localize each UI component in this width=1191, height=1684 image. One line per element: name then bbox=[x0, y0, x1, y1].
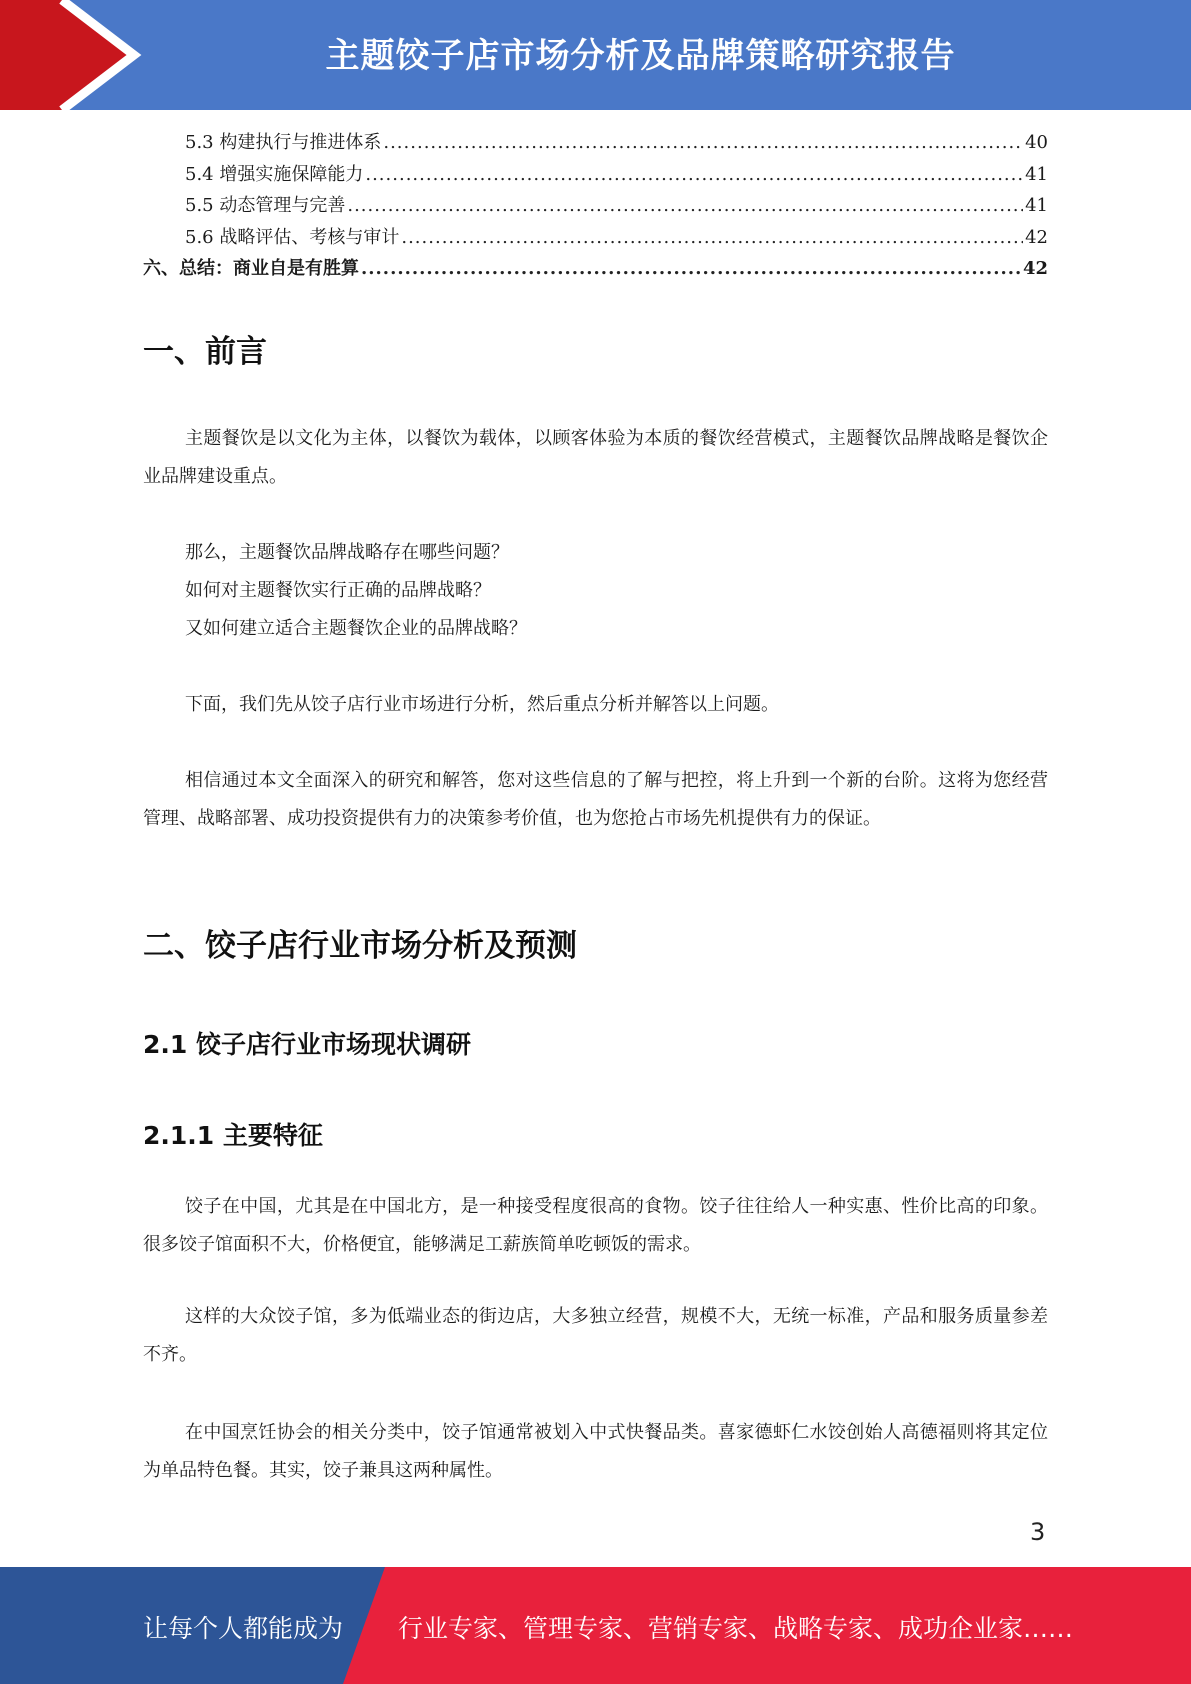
toc-dot-leader bbox=[361, 258, 1021, 279]
toc-entry-page: 42 bbox=[1025, 226, 1048, 248]
toc-dot-leader bbox=[401, 227, 1023, 248]
report-title: 主题饺子店市场分析及品牌策略研究报告 bbox=[325, 36, 956, 76]
toc-entry-label: 5.4 增强实施保障能力 bbox=[185, 163, 364, 185]
toc-entry-page: 41 bbox=[1025, 195, 1048, 216]
section-heading: 二、饺子店行业市场分析及预测 bbox=[143, 928, 577, 964]
toc-entry-label: 5.6 战略评估、考核与审计 bbox=[185, 226, 400, 248]
toc-dot-leader bbox=[383, 132, 1023, 153]
toc-entry-label: 5.5 动态管理与完善 bbox=[185, 195, 346, 216]
toc-entry[interactable] bbox=[143, 128, 1048, 160]
paragraph: 这样的大众饺子馆，多为低端业态的街边店，大多独立经营，规模不大，无统一标准，产品和服务质量参差不齐。 bbox=[143, 1306, 1048, 1365]
toc-entry-page: 41 bbox=[1025, 163, 1048, 185]
toc-entry-label: 5.3 构建执行与推进体系 bbox=[185, 132, 382, 153]
toc-entry[interactable] bbox=[143, 254, 1048, 286]
toc-entry[interactable] bbox=[143, 160, 1048, 192]
paragraph: 饺子在中国，尤其是在中国北方，是一种接受程度很高的食物。饺子往往给人一种实惠、性价比高的印象。很多饺子馆面积不大，价格便宜，能够满足工薪族简单吃顿饭的需求。 bbox=[143, 1196, 1048, 1255]
toc-entry[interactable] bbox=[143, 223, 1048, 255]
toc-entry-label: 六、总结：商业自是有胜算 bbox=[143, 258, 359, 279]
question-line: 如何对主题餐饮实行正确的品牌战略？ bbox=[185, 580, 491, 601]
paragraph: 主题餐饮是以文化为主体，以餐饮为载体，以顾客体验为本质的餐饮经营模式，主题餐饮品牌战略是餐饮企业品牌建设重点。 bbox=[143, 428, 1048, 487]
footer-slogan-right: 行业专家、管理专家、营销专家、战略专家、成功企业家…… bbox=[398, 1614, 1074, 1643]
toc-entry-page: 42 bbox=[1022, 258, 1048, 279]
question-line: 那么，主题餐饮品牌战略存在哪些问题？ bbox=[185, 542, 509, 563]
table-of-contents bbox=[143, 128, 1048, 286]
section-heading: 一、前言 bbox=[143, 334, 267, 370]
paragraph: 相信通过本文全面深入的研究和解答，您对这些信息的了解与把控，将上升到一个新的台阶。这将为您经营管理、战略部署、成功投资提供有力的决策参考价值，也为您抢占市场先机提供有力的保证。 bbox=[143, 770, 1048, 829]
paragraph: 下面，我们先从饺子店行业市场进行分析，然后重点分析并解答以上问题。 bbox=[185, 694, 779, 715]
footer-slogan-left: 让每个人都能成为 bbox=[143, 1614, 344, 1643]
question-line: 又如何建立适合主题餐饮企业的品牌战略？ bbox=[185, 618, 527, 639]
toc-entry-page: 40 bbox=[1025, 132, 1048, 153]
toc-dot-leader bbox=[347, 195, 1023, 216]
subsection-heading: 2.1.1 主要特征 bbox=[143, 1121, 323, 1150]
toc-dot-leader bbox=[365, 164, 1023, 185]
page-footer bbox=[0, 1567, 1191, 1684]
toc-entry[interactable] bbox=[143, 191, 1048, 223]
subsection-heading: 2.1 饺子店行业市场现状调研 bbox=[143, 1030, 471, 1059]
page-header bbox=[0, 0, 1191, 110]
page-number: 3 bbox=[1030, 1518, 1046, 1546]
paragraph: 在中国烹饪协会的相关分类中，饺子馆通常被划入中式快餐品类。喜家德虾仁水饺创始人高德福则将其定位为单品特色餐。其实，饺子兼具这两种属性。 bbox=[143, 1422, 1048, 1481]
